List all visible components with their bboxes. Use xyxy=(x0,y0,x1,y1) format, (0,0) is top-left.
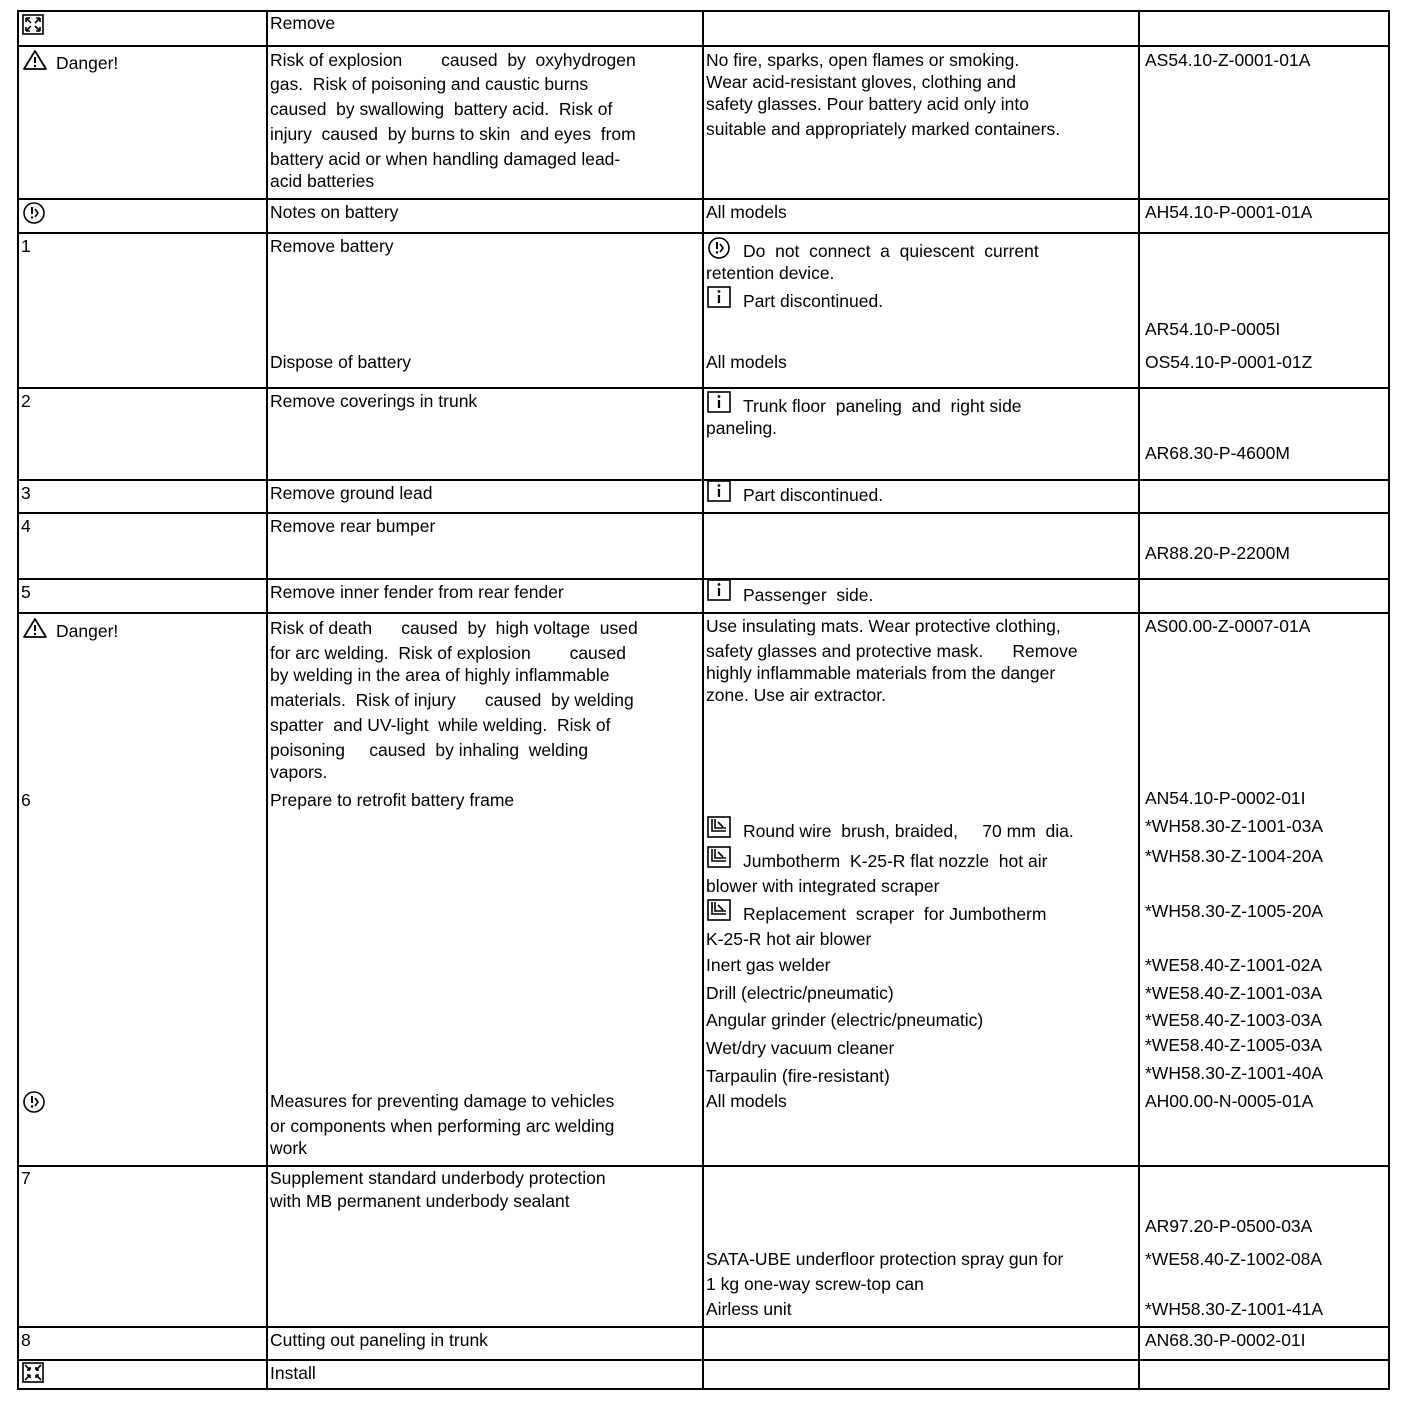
measure-text: highly inflammable materials from the danger xyxy=(706,663,1056,683)
remove-icon xyxy=(22,14,44,35)
info-text: Do not connect a quiescent current xyxy=(743,241,1039,261)
info-text: All models xyxy=(706,352,787,372)
reference-code: *WH58.30-Z-1004-20A xyxy=(1145,846,1323,866)
step-label: Cutting out paneling in trunk xyxy=(270,1330,488,1350)
step-label: Supplement standard underbody protection xyxy=(270,1168,606,1188)
danger-label: Danger! xyxy=(56,53,119,73)
risk-text: caused by swallowing battery acid. Risk of xyxy=(270,99,613,119)
risk-text: Risk of death caused by high voltage used xyxy=(270,618,638,638)
step-label: Remove inner fender from rear fender xyxy=(270,582,564,602)
step-number: 6 xyxy=(21,790,31,810)
warning-icon xyxy=(22,617,48,639)
note-icon xyxy=(707,236,731,260)
measure-text: suitable and appropriately marked containers. xyxy=(706,119,1061,139)
tool-text: Round wire brush, braided, 70 mm dia. xyxy=(743,821,1074,841)
step-number: 1 xyxy=(21,236,31,256)
reference-code: AN54.10-P-0002-01I xyxy=(1145,788,1306,808)
equipment-text: Tarpaulin (fire-resistant) xyxy=(706,1066,890,1086)
step-label: Dispose of battery xyxy=(270,352,412,372)
tool-text: K-25-R hot air blower xyxy=(706,929,872,949)
measure-text: No fire, sparks, open flames or smoking. xyxy=(706,50,1020,70)
reference-code: *WE58.40-Z-1001-03A xyxy=(1145,983,1323,1003)
reference-code: AS54.10-Z-0001-01A xyxy=(1145,50,1311,70)
risk-text: by welding in the area of highly inflammable xyxy=(270,665,610,685)
reference-code: AH00.00-N-0005-01A xyxy=(1145,1091,1314,1111)
measure-text: safety glasses. Pour battery acid only into xyxy=(706,94,1029,114)
equipment-text: Inert gas welder xyxy=(706,955,831,975)
risk-text: for arc welding. Risk of explosion caused xyxy=(270,643,626,663)
reference-code: AR97.20-P-0500-03A xyxy=(1145,1216,1313,1236)
reference-code: AH54.10-P-0001-01A xyxy=(1145,202,1313,222)
special-tool-icon xyxy=(707,846,731,868)
column-divider xyxy=(702,10,704,1390)
info-text: paneling. xyxy=(706,418,778,438)
risk-text: battery acid or when handling damaged lead- xyxy=(270,149,621,169)
note-icon xyxy=(22,1090,46,1114)
note-icon xyxy=(22,201,46,225)
info-text: Part discontinued. xyxy=(743,291,884,311)
step-number: 3 xyxy=(21,483,31,503)
equipment-text: Drill (electric/pneumatic) xyxy=(706,983,894,1003)
risk-text: poisoning caused by inhaling welding xyxy=(270,740,589,760)
tool-text: blower with integrated scraper xyxy=(706,876,940,896)
install-label: Install xyxy=(270,1363,316,1383)
reference-code: *WE58.40-Z-1003-03A xyxy=(1145,1010,1323,1030)
step-label: Remove battery xyxy=(270,236,394,256)
table-border xyxy=(1388,10,1390,1390)
equipment-text: 1 kg one-way screw-top can xyxy=(706,1274,924,1294)
measure-text: zone. Use air extractor. xyxy=(706,685,886,705)
reference-code: AR68.30-P-4600M xyxy=(1145,443,1290,463)
risk-text: injury caused by burns to skin and eyes from xyxy=(270,124,636,144)
step-number: 5 xyxy=(21,582,31,602)
info-icon xyxy=(707,286,731,308)
reference-code: AS00.00-Z-0007-01A xyxy=(1145,616,1311,636)
remove-label: Remove xyxy=(270,13,336,33)
info-text: Passenger side. xyxy=(743,585,874,605)
info-icon xyxy=(707,579,731,601)
info-text: Trunk floor paneling and right side xyxy=(743,396,1022,416)
reference-code: *WH58.30-Z-1001-41A xyxy=(1145,1299,1323,1319)
risk-text: acid batteries xyxy=(270,171,375,191)
reference-code: *WE58.40-Z-1005-03A xyxy=(1145,1035,1323,1055)
column-divider xyxy=(1138,10,1140,1390)
step-label: Prepare to retrofit battery frame xyxy=(270,790,515,810)
info-icon xyxy=(707,480,731,502)
step-label: with MB permanent underbody sealant xyxy=(270,1191,570,1211)
step-number: 4 xyxy=(21,516,31,536)
notes-label: Notes on battery xyxy=(270,202,399,222)
measure-text: safety glasses and protective mask. Remove xyxy=(706,641,1078,661)
info-text: Part discontinued. xyxy=(743,485,884,505)
measure-text: Wear acid-resistant gloves, clothing and xyxy=(706,72,1016,92)
measure-text: Use insulating mats. Wear protective clothing, xyxy=(706,616,1061,636)
reference-code: AR54.10-P-0005I xyxy=(1145,319,1281,339)
tool-text: Replacement scraper for Jumbotherm xyxy=(743,904,1047,924)
risk-text: spatter and UV-light while welding. Risk of xyxy=(270,715,611,735)
reference-code: *WH58.30-Z-1001-40A xyxy=(1145,1063,1323,1083)
column-divider xyxy=(266,10,268,1390)
step-label: work xyxy=(270,1138,307,1158)
info-text: All models xyxy=(706,1091,787,1111)
step-label: Remove ground lead xyxy=(270,483,433,503)
equipment-text: Wet/dry vacuum cleaner xyxy=(706,1038,895,1058)
notes-info: All models xyxy=(706,202,787,222)
step-label: or components when performing arc welding xyxy=(270,1116,615,1136)
danger-label: Danger! xyxy=(56,621,119,641)
reference-code: *WH58.30-Z-1001-03A xyxy=(1145,816,1323,836)
equipment-text: Airless unit xyxy=(706,1299,792,1319)
risk-text: materials. Risk of injury caused by welding xyxy=(270,690,634,710)
table-border xyxy=(17,10,19,1390)
step-label: Remove coverings in trunk xyxy=(270,391,478,411)
reference-code: *WE58.40-Z-1002-08A xyxy=(1145,1249,1323,1269)
risk-text: vapors. xyxy=(270,762,328,782)
reference-code: AN68.30-P-0002-01I xyxy=(1145,1330,1306,1350)
info-icon xyxy=(707,391,731,413)
risk-text: Risk of explosion caused by oxyhydrogen xyxy=(270,50,636,70)
step-label: Measures for preventing damage to vehicles xyxy=(270,1091,615,1111)
special-tool-icon xyxy=(707,816,731,838)
special-tool-icon xyxy=(707,899,731,921)
reference-code: OS54.10-P-0001-01Z xyxy=(1145,352,1313,372)
warning-icon xyxy=(22,49,48,71)
reference-code: *WH58.30-Z-1005-20A xyxy=(1145,901,1323,921)
step-number: 7 xyxy=(21,1168,31,1188)
step-label: Remove rear bumper xyxy=(270,516,436,536)
step-number: 2 xyxy=(21,391,31,411)
risk-text: gas. Risk of poisoning and caustic burns xyxy=(270,74,589,94)
tool-text: Jumbotherm K-25-R flat nozzle hot air xyxy=(743,851,1048,871)
equipment-text: SATA-UBE underfloor protection spray gun for xyxy=(706,1249,1064,1269)
reference-code: *WE58.40-Z-1001-02A xyxy=(1145,955,1323,975)
install-icon xyxy=(22,1362,44,1383)
info-text: retention device. xyxy=(706,263,835,283)
equipment-text: Angular grinder (electric/pneumatic) xyxy=(706,1010,984,1030)
step-number: 8 xyxy=(21,1330,31,1350)
reference-code: AR88.20-P-2200M xyxy=(1145,543,1290,563)
